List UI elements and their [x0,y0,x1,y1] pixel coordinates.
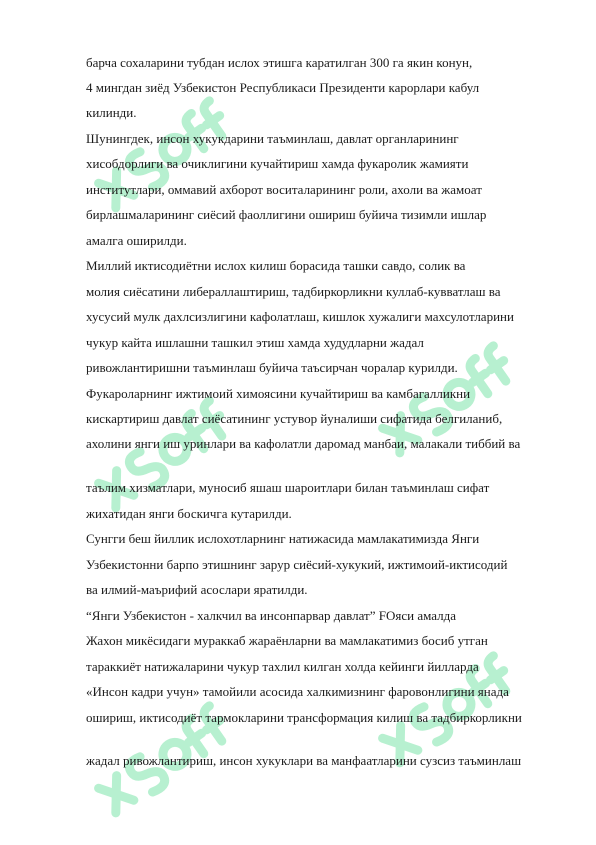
text-line: Миллий иктисодиётни ислох килиш борасида ташки савдо, солик ва [86,258,466,273]
text-line: амалга оширилди. [86,233,187,248]
text-line: 4 мингдан зиёд Узбекистон Республикаси Президенти карорлари кабул [86,80,480,95]
text-line: таълим хизматлари, муносиб яшаш шароитлари билан таъминлаш сифат [86,480,490,495]
text-line: тараккиёт натижаларини чукур тахлил килган холда кейинги йилларда [86,659,479,674]
text-line: институтлари, оммавий ахборот воситаларининг роли, ахоли ва жамоат [86,182,482,197]
watermark-logo [362,330,522,480]
text-line: Сунгги беш йиллик ислохотларнинг натижасида мамлакатимизда Янги [86,531,480,546]
text-line: Фукароларнинг ижтимоий химоясини кучайтириш ва камбагалликни [86,386,471,401]
text-line: ва илмий-маърифий асослари яратилди. [86,582,308,597]
text-line: ривожлантиришни таъминлаш буйича таъсирчан чоралар курилди. [86,360,458,375]
text-line: ошириш, иктисодиёт тармокларини трансформация килиш ва тадбиркорликни [86,710,522,725]
text-line: Шунингдек, инсон хукукдарини таъминлаш, давлат органларининг [86,131,459,146]
text-line: “Янги Узбекистон - халкчил ва инсонпарвар давлат” FОяси амалда [86,608,456,623]
text-line: килинди. [86,105,137,120]
text-line: хусусий мулк дахлсизлигини кафолатлаш, кишлок хужалиги махсулотларини [86,309,514,324]
text-line: «Инсон кадри учун» тамойили асосида халкимизнинг фаровонлигини янада [86,684,509,699]
text-line: кискартириш давлат сиёсатининг устувор йуналиши сифатида белгиланиб, [86,411,503,426]
text-line: жадал ривожлантириш, инсон хукуклари ва манфаатларини сузсиз таъминлаш [86,753,522,768]
text-line: бирлашмаларининг сиёсий фаоллигини ошириш буйича тизимли ишлар [86,207,487,222]
text-line: молия сиёсатини либераллаштириш, тадбиркорликни куллаб-кувватлаш ва [86,284,501,299]
text-line: барча сохаларини тубдан ислох этишга каратилган 300 га якин конун, [86,55,473,70]
text-line: Жахон микёсидаги мураккаб жараёнларни ва мамлакатимиз босиб утган [86,633,488,648]
text-line: хисобдорлиги ва очиклигини кучайтириш хамда фукаролик жамияти [86,156,469,171]
text-line: чукур кайта ишлашни ташкил этиш хамда худудларни жадал [86,335,424,350]
text-line: Узбекистонни барпо этишнинг зарур сиёсий-хукукий, ижтимоий-иктисодий [86,557,508,572]
text-line: ахолини янги иш уринлари ва кафолатли даромад манбаи, малакали тиббий ва [86,436,521,451]
text-line: жихатидан янги боскичга кутарилди. [86,506,292,521]
watermark-logo-graphic [362,330,522,480]
